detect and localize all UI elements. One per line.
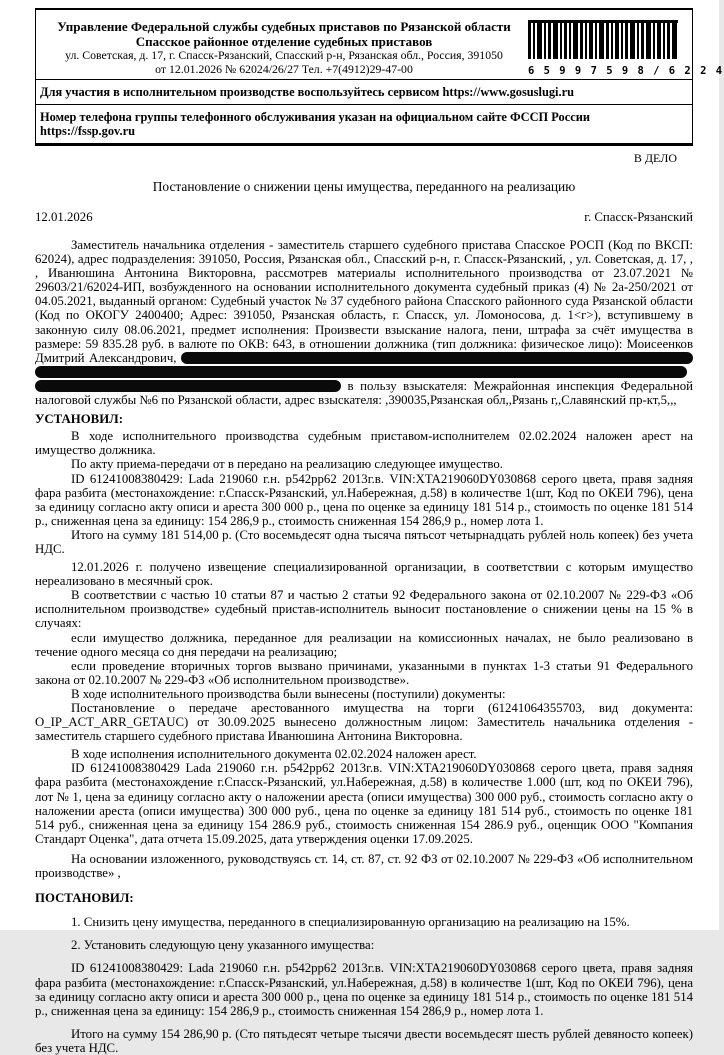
document-reference-line: от 12.01.2026 № 62024/26/27 Тел. +7(4912)29-47-00 bbox=[155, 61, 413, 76]
heading-postanovil: ПОСТАНОВИЛ: bbox=[35, 891, 134, 906]
paragraph: По акту приема-передачи от в передано на реализацию следующее имущество. bbox=[71, 457, 503, 472]
organization-name: Управление Федеральной службы судебных приставов по Рязанской области bbox=[57, 19, 511, 34]
paragraph: Постановление о передаче арестованного имущества на торги (61241064355703, вид документа: O_IP_ACT_ARR_GETAUC) от 30.09.2025 вынесено должностным лицом: Заместитель начальника отделения - заместитель старшего судебного пристава Иванюшина Антонина Викторовна. bbox=[35, 701, 693, 744]
letterhead-top-row bbox=[36, 10, 724, 79]
department-name: Спасское районное отделение судебных приставов bbox=[135, 34, 433, 49]
document-date: 12.01.2026 bbox=[35, 210, 93, 224]
redaction-bar bbox=[35, 380, 341, 392]
total-amount-paragraph: Итого на сумму 181 514,00 р. (Сто восемьдесят одна тысяча пятьсот четырнадцать рублей ноль копеек) без учета НДС. bbox=[35, 527, 693, 556]
property-description-paragraph: ID 61241008380429 Lada 219060 г.н. p542pp62 2013г.в. VIN:XTA219060DY030868 серого цвета, правя задняя фара разбита (местонахождение г.Спасск-Рязанский, ул.Набережная, д.58) в количестве 1.000 (шт, код по ОКЕИ 796), лот № 1, цена за единицу согласно акту о наложении ареста (описи имущества) 300 000 руб., стоимость согласно акту о наложении ареста (описи имущества) 300 000 руб., цена по оценке за единицу 181 514 руб., стоимость по оценке 181 514 руб., сниженная цена за единицу 154 286.9 руб., стоимость сниженная 154 286.9 руб., оценщик ООО "Компания Стандарт Оценка", дата отчета 15.09.2025, дата утверждения оценки 17.09.2025. bbox=[35, 761, 693, 846]
paragraph: 12.01.2026 г. получено извещение специализированной организации, в соответствии с которым имущество нереализовано в месячный срок. bbox=[35, 560, 693, 589]
paragraph: В ходе исполнительного производства были вынесены (поступили) документы: bbox=[71, 686, 506, 701]
document-title: Постановление о снижении цены имущества, переданного на реализацию bbox=[152, 179, 576, 194]
resolution-item-1: 1. Снизить цену имущества, переданного в специализированную организацию на реализацию на 15%. bbox=[71, 915, 630, 930]
preamble-paragraph bbox=[35, 238, 693, 407]
document-body bbox=[35, 238, 693, 1055]
paragraph: если проведение вторичных торгов вызвано причинами, указанными в пунктах 1-3 статьи 91 Федерального закона от 02.10.2007 № 229-ФЗ «Об исполнительном производстве». bbox=[35, 658, 693, 687]
redaction-bar bbox=[35, 366, 687, 378]
document-place: г. Спасск-Рязанский bbox=[584, 210, 693, 224]
preamble-continuation-text: в пользу взыскателя: Межрайонная инспекция Федеральной налоговой службы №6 по Рязанской области, адрес взыскателя: ,390035,Рязанская обл,,Рязань г,,Славянский пр-кт,5,,, bbox=[35, 378, 693, 408]
paragraph: В соответствии с частью 10 статьи 87 и частью 2 статьи 92 Федерального закона от 02.10.2007 № 229-ФЗ «Об исполнительном производстве» судебный пристав-исполнитель выносит постановление о снижении цены на 15 % в случаях: bbox=[35, 588, 693, 631]
paragraph: В ходе исполнительного производства судебным приставом-исполнителем 02.02.2024 наложен арест на имущество должника. bbox=[35, 429, 693, 458]
paragraph: если имущество должника, переданное для реализации на комиссионных началах, не было реализовано в течение одного месяца со дня передачи на реализацию; bbox=[35, 630, 693, 659]
organization-address: ул. Советская, д. 17, г. Спасск-Рязанский, Спасский р-н, Рязанская обл., Россия, 391050 bbox=[65, 48, 503, 62]
barcode-digits: 6 5 9 9 7 5 9 8 / 6 2 2 4 bbox=[528, 65, 724, 77]
legal-basis-paragraph: На основании изложенного, руководствуясь ст. 14, ст. 87, ст. 92 ФЗ от 02.10.2007 № 229-ФЗ «Об исполнительном производстве» , bbox=[35, 851, 693, 881]
preamble-text: Заместитель начальника отделения - заместитель старшего судебного пристава Спасское РОСП (Код по ВКСП: 62024), адрес подразделения: 391050, Россия, Рязанская обл., Спасский р-н, г. Спасск-Рязанский, , ул. Советская, д. 17, , , Иванюшина Антонина Викторовна, рассмотрев материалы исполнительного производства от 23.07.2021 № 29603/21/62024-ИП, возбужденного на основании исполнительного документа судебный приказ (4) № 2а-250/2021 от 04.05.2021, выданный органом: Судебный участок № 37 судебного района Спасского районного суда Рязанской области (Код по ОКОГУ 2400400; Адрес: 391050, Рязанская область, г. Спасск, ул. Ломоносова, д. 1<г>), вступившему в законную силу 08.06.2021, предмет исполнения: Произвести взыскание налога, пени, штрафа за счёт имущества в размере: 59 835.28 руб. в валюте по ОКВ: 643, в отношении должника (тип должника: физическое лицо): Моисеенков Дмитрий Александрович, bbox=[35, 238, 693, 365]
barcode-icon bbox=[528, 23, 678, 59]
paragraph: В ходе исполнения исполнительного документа 02.02.2024 наложен арест. bbox=[71, 747, 477, 762]
fssp-phone-notice: Номер телефона группы телефонного обслуживания указан на официальном сайте ФССП России https://fssp.gov.ru bbox=[36, 104, 692, 146]
resolution-item-2: 2. Установить следующую цену указанного имущества: bbox=[71, 938, 375, 953]
case-mark: В ДЕЛО bbox=[633, 151, 677, 165]
organization-block bbox=[40, 19, 528, 76]
redaction-bar bbox=[181, 352, 693, 364]
barcode-block bbox=[528, 19, 724, 77]
dateline bbox=[35, 210, 693, 225]
property-description-paragraph: ID 61241008380429: Lada 219060 г.н. p542pp62 2013г.в. VIN:XTA219060DY030868 серого цвета, правя задняя фара разбита (местонахождение: г.Спасск-Рязанский, ул.Набережная, д.58) в количестве 1(шт, Код по ОКЕИ 796), цена за единицу согласно акту описи и ареста 300 000 р., цена по оценке за единицу 181 514 р., стоимость по оценке 181 514 р., сниженная цена за единицу: 154 286,9 р., стоимость сниженная 154 286,9 р., номер лота 1. bbox=[35, 961, 693, 1018]
letterhead bbox=[35, 8, 724, 146]
property-description-paragraph: ID 61241008380429: Lada 219060 г.н. p542pp62 2013г.в. VIN:XTA219060DY030868 серого цвета, правя задняя фара разбита (местонахождение: г.Спасск-Рязанский, ул.Набережная, д.58) в количестве 1(шт, Код по ОКЕИ 796), цена за единицу согласно акту описи и ареста 300 000 р., цена по оценке за единицу 181 514 р., стоимость по оценке 181 514 р., сниженная цена за единицу: 154 286,9 р., стоимость сниженная 154 286,9 р., номер лота 1. bbox=[35, 471, 693, 528]
gosuslugi-notice: Для участия в исполнительном производстве воспользуйтесь сервисом https://www.gosuslugi.ru bbox=[36, 79, 692, 104]
heading-ustanovil: УСТАНОВИЛ: bbox=[35, 412, 123, 427]
total-amount-paragraph: Итого на сумму 154 286,90 р. (Сто пятьдесят четыре тысячи двести восемьдесят шесть рублей девяносто копеек) без учета НДС. bbox=[35, 1026, 693, 1055]
